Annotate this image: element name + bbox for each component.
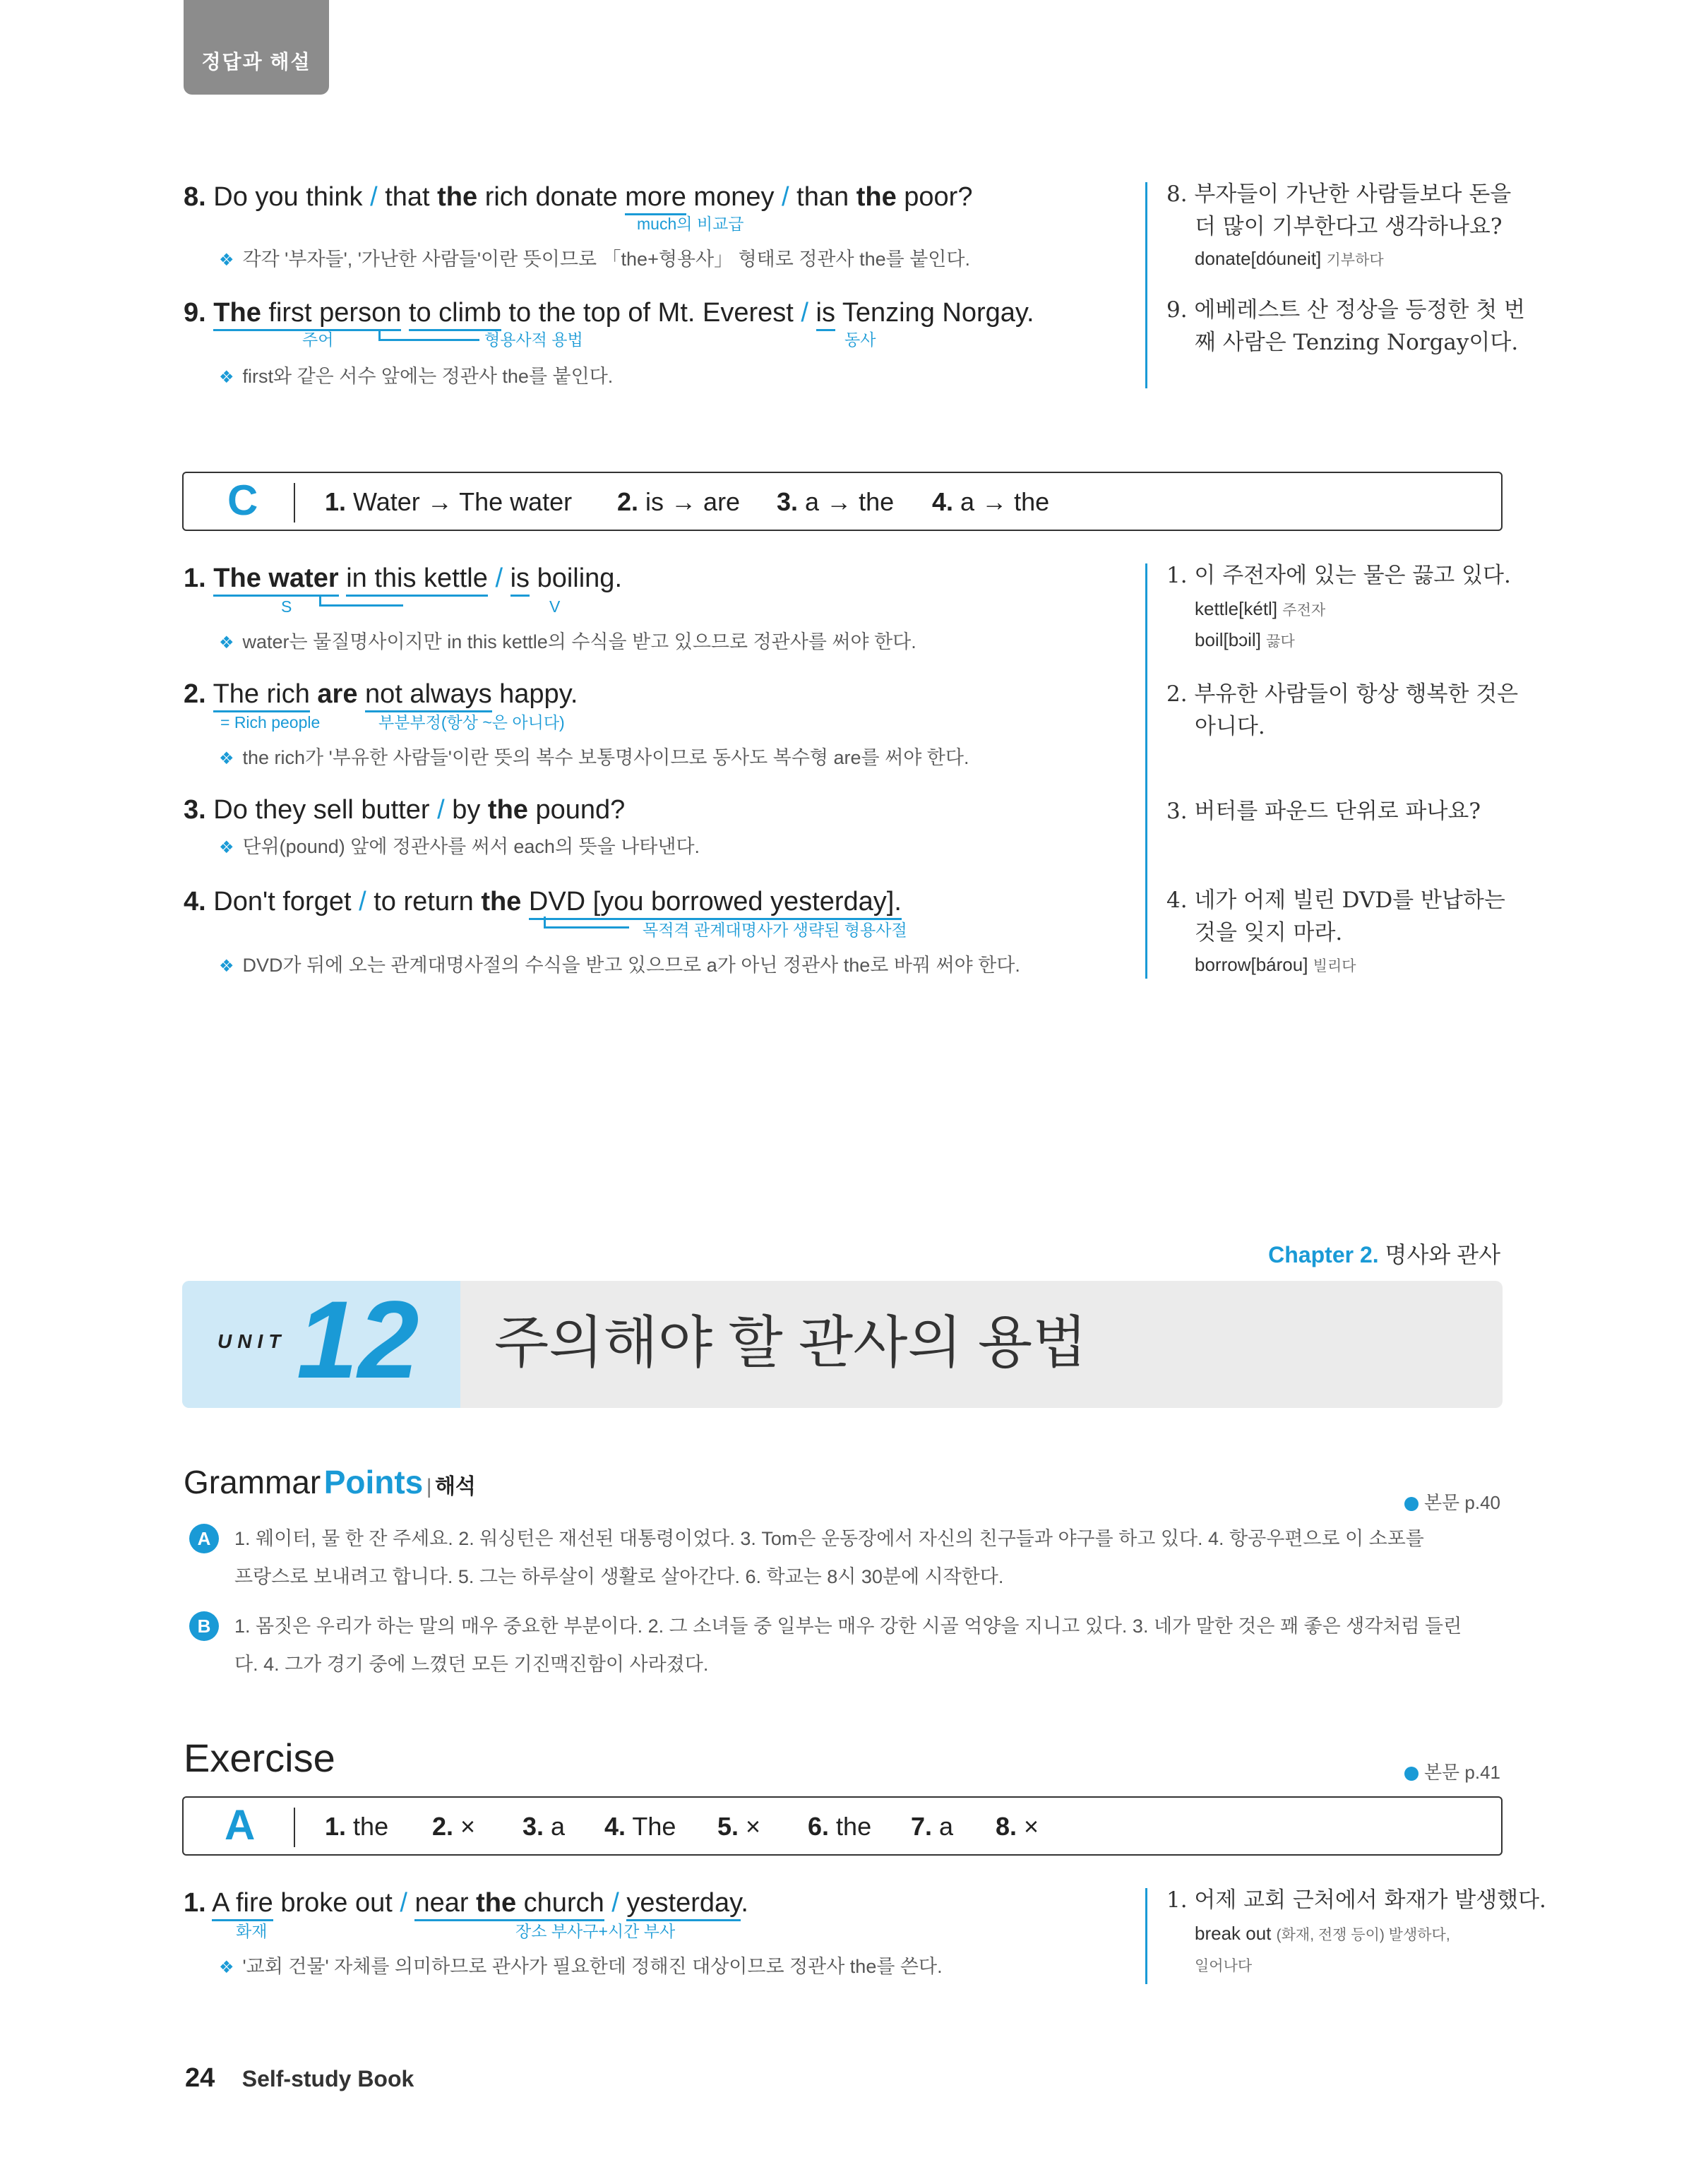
exercise-heading: Exercise xyxy=(184,1736,335,1780)
answer-c2: 2. is → are xyxy=(617,487,741,516)
vocab-borrow: borrow[bárou] 빌리다 xyxy=(1195,954,1356,975)
answer-box-separator xyxy=(294,483,295,523)
modifier-arrow xyxy=(544,917,629,929)
diamond-bullet-icon: ❖ xyxy=(219,368,234,387)
explanation-c2: ❖ the rich가 '부유한 사람들'이란 뜻의 복수 보통명사이므로 동사도 복수형 are를 써야 한다. xyxy=(219,747,969,768)
answer-box-c xyxy=(182,472,1503,531)
diamond-bullet-icon: ❖ xyxy=(219,838,234,857)
grammar-points-heading: Grammar Points | 해석 xyxy=(184,1464,476,1500)
footer xyxy=(185,2065,414,2091)
dot-icon xyxy=(1404,1767,1419,1781)
sentence-9: 9. The first person to climb to the top of Mt. Everest / is Tenzing Norgay. xyxy=(184,299,1034,326)
translation-e1: 1. 어제 교회 근처에서 화재가 발생했다. xyxy=(1166,1887,1546,1913)
answer-a1: 1. the xyxy=(325,1812,389,1841)
column-divider xyxy=(1145,182,1147,388)
vocab-break-out: break out (화재, 전쟁 등이) 발생하다, 일어나다 xyxy=(1195,1923,1450,1974)
vocab-kettle: kettle[kétl] 주전자 xyxy=(1195,598,1326,619)
translation-c4: 4. 네가 어제 빌린 DVD를 반납하는 것을 잊지 마라. xyxy=(1166,888,1505,945)
note-subject: 주어 xyxy=(302,330,334,349)
vocab-boil: boil[bɔil] 끓다 xyxy=(1195,629,1295,650)
grammar-points-page-ref: 본문 p.40 xyxy=(1404,1488,1500,1515)
sentence-c4: 4. Don't forget / to return the DVD [you borrowed yesterday]. xyxy=(184,888,902,915)
chapter-label: Chapter 2. 명사와 관사 xyxy=(1268,1242,1500,1267)
explanation-c4: ❖ DVD가 뒤에 오는 관계대명사절의 수식을 받고 있으므로 a가 아닌 정관사 the로 바꿔 써야 한다. xyxy=(219,955,1020,976)
explanation-9: ❖ first와 같은 서수 앞에는 정관사 the를 붙인다. xyxy=(219,366,614,387)
explanation-e1: ❖ '교회 건물' 자체를 의미하므로 관사가 필요한데 정해진 대상이므로 정관사 the를 쓴다. xyxy=(219,1956,943,1977)
answer-c1: 1. Water → The water xyxy=(325,487,573,516)
diamond-bullet-icon: ❖ xyxy=(219,749,234,768)
column-divider xyxy=(1145,563,1147,979)
translation-c3: 3. 버터를 파운드 단위로 파나요? xyxy=(1166,799,1481,824)
answer-box-letter: C xyxy=(227,477,258,524)
label-b-icon: B xyxy=(189,1611,219,1641)
unit-banner xyxy=(182,1281,1503,1408)
dot-icon xyxy=(1404,1497,1419,1511)
note-adjective-use: 형용사적 용법 xyxy=(484,330,583,349)
column-divider xyxy=(1145,1888,1147,1984)
sentence-c3: 3. Do they sell butter / by the pound? xyxy=(184,795,626,825)
modifier-arrow xyxy=(319,595,403,607)
explanation-8: ❖ 각각 '부자들', '가난한 사람들'이란 뜻이므로 「the+형용사」 형태로 정관사 the를 붙인다. xyxy=(219,249,970,270)
grammar-points-a: 1. 웨이터, 물 한 잔 주세요. 2. 워싱턴은 재선된 대통령이었다. 3. Tom은 운동장에서 자신의 친구들과 야구를 하고 있다. 4. 항공우편으로 이 소포를 프랑스로 보내려고 합니다. 5. 그는 하루살이 생활로 살아간다. 6. 학교는 8시 30분에 시작한다. xyxy=(234,1528,1424,1587)
answer-c3: 3. a → the xyxy=(777,487,895,516)
note-rich-people: = Rich people xyxy=(220,713,321,732)
note-partial-negation: 부분부정(항상 ~은 아니다) xyxy=(378,713,565,732)
translation-9: 9. 에베레스트 산 정상을 등정한 첫 번 째 사람은 Tenzing Norgay이다. xyxy=(1166,297,1525,355)
note-place-time-adverb: 장소 부사구+시간 부사 xyxy=(515,1922,676,1940)
diamond-bullet-icon: ❖ xyxy=(219,957,234,976)
unit-number: 12 xyxy=(297,1281,419,1402)
answer-a5: 5. × xyxy=(717,1812,761,1841)
answer-a4: 4. The xyxy=(604,1812,676,1841)
answer-box-letter: A xyxy=(225,1801,256,1849)
answer-c4: 4. a → the xyxy=(932,487,1050,516)
answer-a6: 6. the xyxy=(808,1812,872,1841)
unit-word: UNIT xyxy=(217,1330,287,1352)
note-much-comparative: much의 비교급 xyxy=(637,215,744,233)
note-relative-clause: 목적격 관계대명사가 생략된 형용사절 xyxy=(643,921,907,939)
diamond-bullet-icon: ❖ xyxy=(219,633,234,652)
sentence-c2: 2. The rich are not always happy. xyxy=(184,681,578,708)
answer-a7: 7. a xyxy=(911,1812,954,1841)
note-v: V xyxy=(549,597,561,616)
page-number: 24 xyxy=(185,2063,215,2093)
answer-box-separator xyxy=(294,1808,295,1847)
answer-a2: 2. × xyxy=(432,1812,476,1841)
sentence-c1: 1. The water in this kettle / is boiling. xyxy=(184,565,622,592)
section-tab: 정답과 해설 xyxy=(184,0,329,95)
translation-8: 8. 부자들이 가난한 사람들보다 돈을 더 많이 기부한다고 생각하나요? xyxy=(1166,181,1512,239)
sentence-8: 8. Do you think / that the rich donate more money / than the poor? xyxy=(184,184,972,210)
answer-a3: 3. a xyxy=(522,1812,566,1841)
vocab-donate: donate[dóuneit] 기부하다 xyxy=(1195,248,1384,269)
sentence-e1: 1. A fire broke out / near the church / yesterday. xyxy=(184,1890,748,1916)
unit-title: 주의해야 할 관사의 용법 xyxy=(494,1311,1087,1374)
explanation-c3: ❖ 단위(pound) 앞에 정관사를 써서 each의 뜻을 나타낸다. xyxy=(219,836,700,857)
note-s: S xyxy=(281,597,292,616)
modifier-arrow xyxy=(378,329,479,341)
diamond-bullet-icon: ❖ xyxy=(219,1958,234,1977)
note-fire: 화재 xyxy=(236,1922,268,1940)
label-a-icon: A xyxy=(189,1524,219,1553)
translation-c2: 2. 부유한 사람들이 항상 행복한 것은 아니다. xyxy=(1166,681,1519,739)
answer-box-a xyxy=(182,1796,1503,1856)
grammar-points-b: 1. 몸짓은 우리가 하는 말의 매우 중요한 부분이다. 2. 그 소녀들 중 일부는 매우 강한 시골 억양을 지니고 있다. 3. 네가 말한 것은 꽤 좋은 생각처럼 들린 다. 4. 그가 경기 중에 느꼈던 모든 기진맥진함이 사라졌다. xyxy=(234,1616,1462,1675)
diamond-bullet-icon: ❖ xyxy=(219,251,234,270)
exercise-page-ref: 본문 p.41 xyxy=(1404,1758,1500,1784)
answer-a8: 8. × xyxy=(996,1812,1039,1841)
book-title: Self-study Book xyxy=(241,2066,414,2091)
explanation-c1: ❖ water는 물질명사이지만 in this kettle의 수식을 받고 있으므로 정관사를 써야 한다. xyxy=(219,631,916,652)
translation-c1: 1. 이 주전자에 있는 물은 끓고 있다. xyxy=(1166,563,1511,588)
note-verb: 동사 xyxy=(844,330,876,349)
